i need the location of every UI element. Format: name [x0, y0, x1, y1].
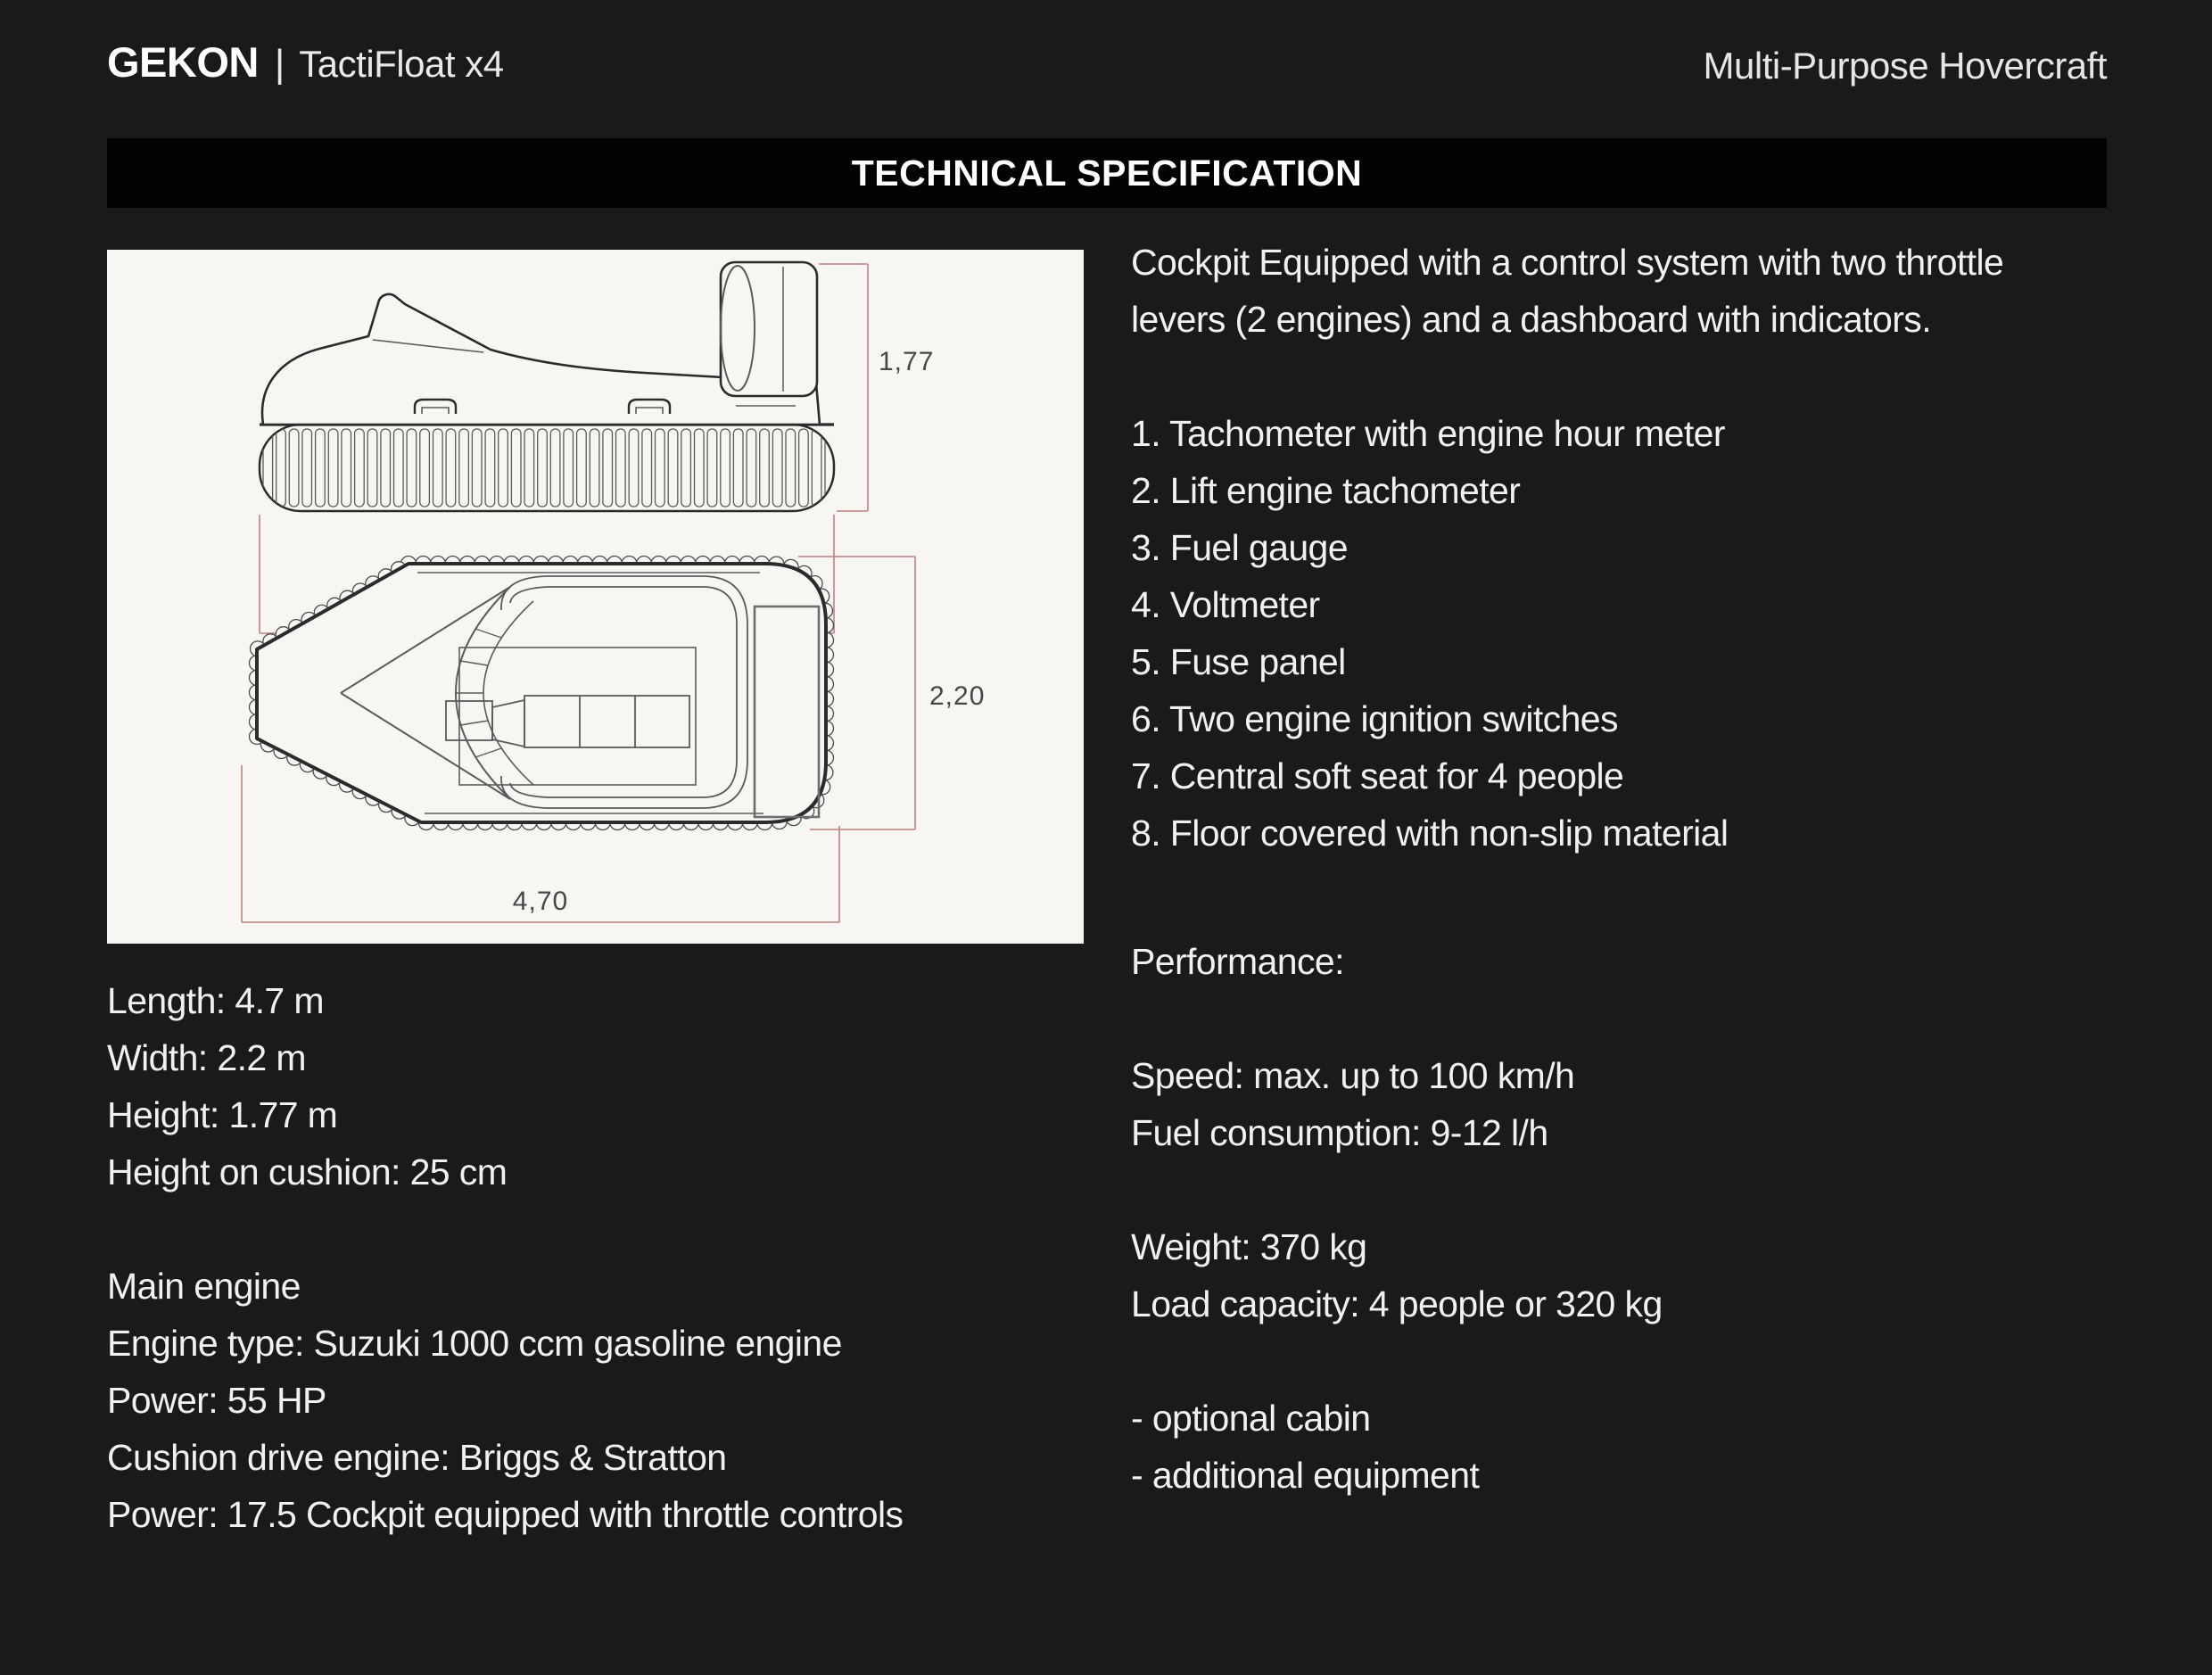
brand-divider: | — [274, 42, 285, 86]
capacity-line: Weight: 370 kg — [1131, 1226, 1367, 1267]
feature-item: 7. Central soft seat for 4 people — [1131, 755, 1624, 796]
technical-drawing-panel — [107, 250, 1084, 944]
spacer — [1131, 348, 2121, 405]
feature-item: 3. Fuel gauge — [1131, 527, 1348, 568]
height-dimension-label: 1,77 — [879, 347, 935, 376]
dimension-line: Length: 4.7 m — [107, 980, 324, 1021]
spec-title: TECHNICAL SPECIFICATION — [851, 152, 1363, 194]
cockpit-paragraph: Cockpit Equipped with a control system with two throttle levers (2 engines) and a dashboard with indicators. — [1131, 242, 2004, 340]
tagline: Multi-Purpose Hovercraft — [1703, 45, 2107, 87]
top-length-dimension-label: 4,70 — [512, 887, 569, 916]
dimension-line: Width: 2.2 m — [107, 1037, 306, 1078]
spec-title-bar — [107, 138, 2107, 208]
engine-line: Power: 17.5 Cockpit equipped with throttle controls — [107, 1494, 904, 1535]
feature-item: 1. Tachometer with engine hour meter — [1131, 413, 1725, 454]
top-view — [242, 557, 985, 923]
option-line: - additional equipment — [1131, 1455, 1480, 1496]
spacer — [1131, 990, 2121, 1047]
width-dimension-label: 2,20 — [929, 681, 986, 711]
engine-line: Power: 55 HP — [107, 1380, 326, 1421]
engine-heading: Main engine — [107, 1266, 301, 1307]
performance-line: Fuel consumption: 9-12 l/h — [1131, 1112, 1548, 1153]
engine-line: Engine type: Suzuki 1000 ccm gasoline engine — [107, 1323, 842, 1364]
right-column — [1131, 234, 2121, 1504]
propeller-duct — [721, 262, 817, 396]
feature-item: 5. Fuse panel — [1131, 641, 1346, 682]
spacer — [1131, 1333, 2121, 1390]
feature-item: 8. Floor covered with non-slip material — [1131, 813, 1729, 854]
feature-item: 2. Lift engine tachometer — [1131, 470, 1521, 511]
spacer — [1131, 1161, 2121, 1218]
feature-item: 6. Two engine ignition switches — [1131, 698, 1618, 739]
brand-name: GEKON — [107, 38, 259, 86]
performance-heading: Performance: — [1131, 941, 1344, 982]
option-line: - optional cabin — [1131, 1398, 1371, 1439]
capacity-line: Load capacity: 4 people or 320 kg — [1131, 1283, 1663, 1324]
hovercraft-drawing — [107, 250, 1084, 944]
engine-line: Cushion drive engine: Briggs & Stratton — [107, 1437, 727, 1478]
dimension-line: Height on cushion: 25 cm — [107, 1151, 508, 1192]
header — [107, 37, 504, 87]
left-column — [107, 972, 1124, 1543]
model-name: TactiFloat x4 — [299, 43, 504, 85]
spacer — [1131, 862, 2121, 933]
feature-item: 4. Voltmeter — [1131, 584, 1320, 625]
spacer — [107, 1201, 1124, 1258]
performance-line: Speed: max. up to 100 km/h — [1131, 1055, 1575, 1096]
dimension-line: Height: 1.77 m — [107, 1094, 338, 1135]
